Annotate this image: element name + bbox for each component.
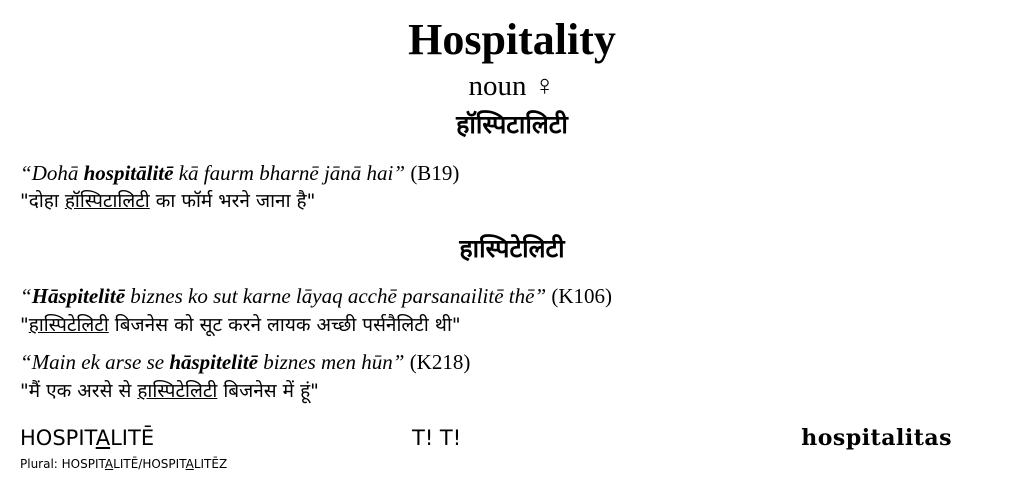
hindi-headword-2: हास्पिटेलिटी bbox=[459, 234, 565, 263]
keyword-hindi: हास्पिटेलिटी bbox=[28, 314, 109, 336]
etymology-note: T! T! bbox=[412, 426, 462, 450]
example-translit-2: “Hāspitelitē biznes ko sut karne lāyaq acchē parsanailitē thē” (K106) bbox=[20, 284, 613, 308]
entry-title: Hospitality bbox=[408, 15, 616, 64]
keyword-hindi: हास्पिटेलिटी bbox=[137, 380, 218, 402]
keyword-hindi: हॉस्पिटालिटी bbox=[64, 190, 150, 212]
plural-forms: Plural: HOSPITALITĒ/HOSPITALITĒZ bbox=[20, 457, 228, 471]
keyword: Hāspitelitē bbox=[31, 284, 126, 308]
etymology-word: HOSPITALITĒ bbox=[20, 426, 155, 450]
example-ref: (K106) bbox=[551, 284, 613, 308]
example-translit-3: “Main ek arse se hāspitelitē biznes men hūn” (K218) bbox=[20, 350, 471, 374]
example-hindi-3: "मैं एक अरसे से हास्पिटेलिटी बिजनेस में हूं" bbox=[20, 380, 319, 402]
example-hindi-2: "हास्पिटेलिटी बिजनेस को सूट करने लायक अच्छी पर्सनैलिटी थी" bbox=[20, 314, 461, 336]
latin-origin: hospitalitas bbox=[801, 425, 952, 451]
example-translit-1: “Dohā hospitālitē kā faurm bharnē jānā hai” (B19) bbox=[20, 161, 460, 185]
keyword: hāspitelitē bbox=[169, 350, 258, 374]
example-ref: (B19) bbox=[410, 161, 460, 185]
example-hindi-1: "दोहा हॉस्पिटालिटी का फॉर्म भरने जाना है" bbox=[20, 190, 316, 212]
keyword: hospitālitē bbox=[83, 161, 174, 185]
part-of-speech: noun ♀ bbox=[468, 70, 556, 102]
example-ref: (K218) bbox=[409, 350, 471, 374]
hindi-headword-1: हॉस्पिटालिटी bbox=[456, 110, 568, 139]
